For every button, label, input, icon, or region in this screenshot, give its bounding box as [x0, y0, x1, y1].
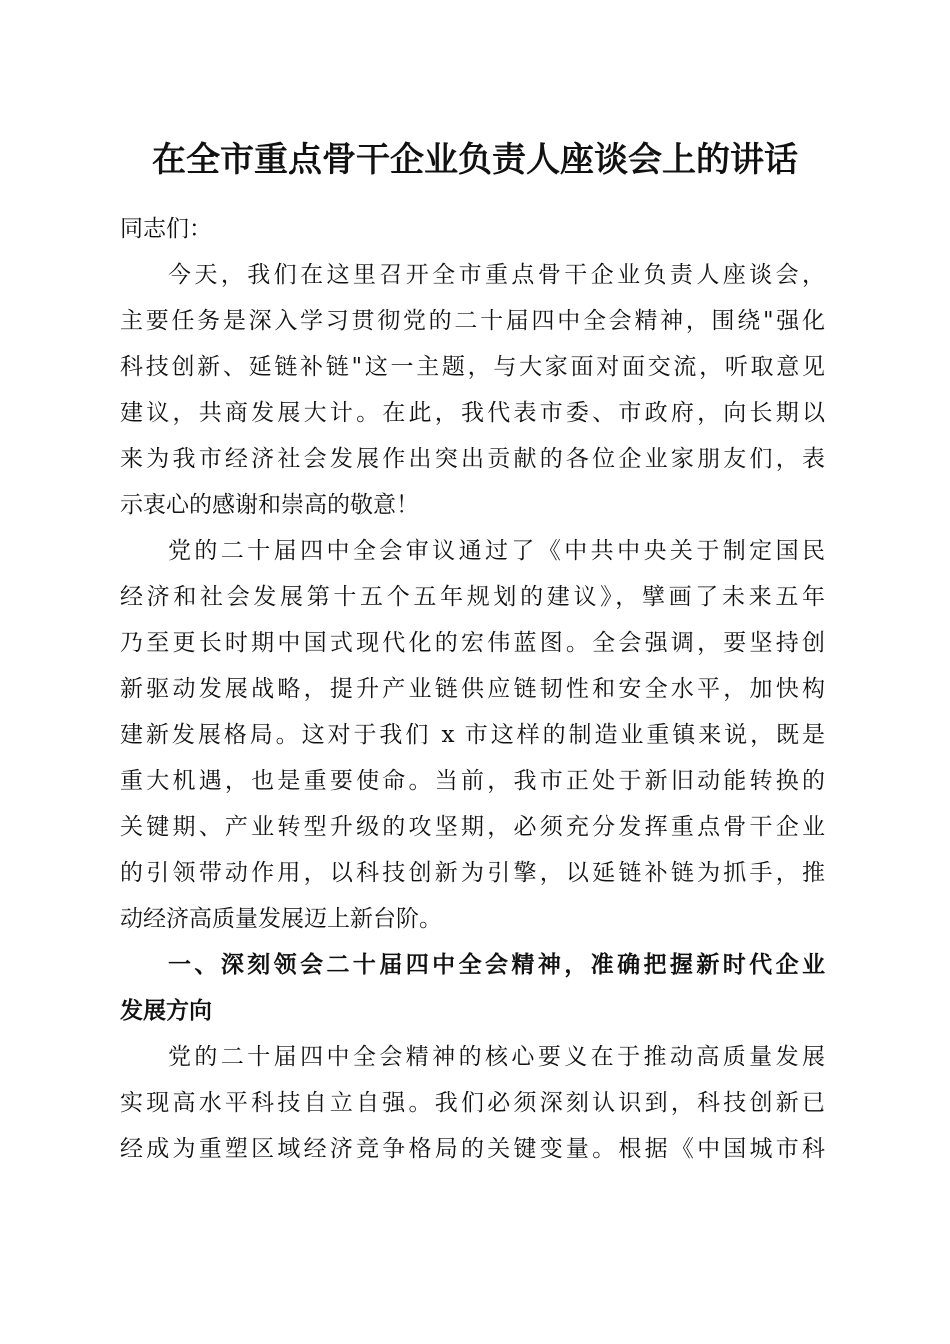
paragraph-line: 乃至更长时期中国式现代化的宏伟蓝图。全会强调，要坚持创: [120, 630, 825, 656]
paragraph-line: 经成为重塑区域经济竞争格局的关键变量。根据《中国城市科: [120, 1136, 825, 1162]
paragraph-line: 示衷心的感谢和崇高的敬意！: [120, 492, 419, 518]
paragraph-line: 今天，我们在这里召开全市重点骨干企业负责人座谈会，: [168, 262, 825, 288]
paragraph-line: 主要任务是深入学习贯彻党的二十届四中全会精神，围绕"强化: [120, 308, 825, 334]
paragraph-line: 关键期、产业转型升级的攻坚期，必须充分发挥重点骨干企业: [120, 814, 825, 840]
document-body: [120, 206, 825, 1172]
paragraph-line: 来为我市经济社会发展作出突出贡献的各位企业家朋友们，表: [120, 446, 825, 472]
paragraph-line: 党的二十届四中全会审议通过了《中共中央关于制定国民: [168, 538, 825, 564]
salutation: 同志们：: [120, 216, 212, 242]
paragraph-line: 建议，共商发展大计。在此，我代表市委、市政府，向长期以: [120, 400, 825, 426]
paragraph-line: 经济和社会发展第十五个五年规划的建议》，擘画了未来五年: [120, 584, 825, 610]
section-heading-line: 发展方向: [120, 998, 212, 1024]
section-heading-line: 一、深刻领会二十届四中全会精神，准确把握新时代企业: [168, 952, 825, 978]
document-title: 在全市重点骨干企业负责人座谈会上的讲话: [152, 140, 798, 180]
paragraph-3: [120, 1034, 825, 1172]
paragraph-2: [120, 528, 825, 942]
paragraph-line: 建新发展格局。这对于我们 x 市这样的制造业重镇来说，既是: [120, 722, 825, 748]
paragraph-line: 实现高水平科技自立自强。我们必须深刻认识到，科技创新已: [120, 1090, 825, 1116]
paragraph-1: [120, 252, 825, 528]
paragraph-line: 新驱动发展战略，提升产业链供应链韧性和安全水平，加快构: [120, 676, 825, 702]
paragraph-line: 重大机遇，也是重要使命。当前，我市正处于新旧动能转换的: [120, 768, 825, 794]
paragraph-line: 党的二十届四中全会精神的核心要义在于推动高质量发展: [168, 1044, 825, 1070]
paragraph-line: 科技创新、延链补链"这一主题，与大家面对面交流，听取意见: [120, 354, 825, 380]
section-heading: [120, 942, 825, 1034]
paragraph-line: 动经济高质量发展迈上新台阶。: [120, 906, 442, 932]
paragraph-line: 的引领带动作用，以科技创新为引擎，以延链补链为抓手，推: [120, 860, 825, 886]
